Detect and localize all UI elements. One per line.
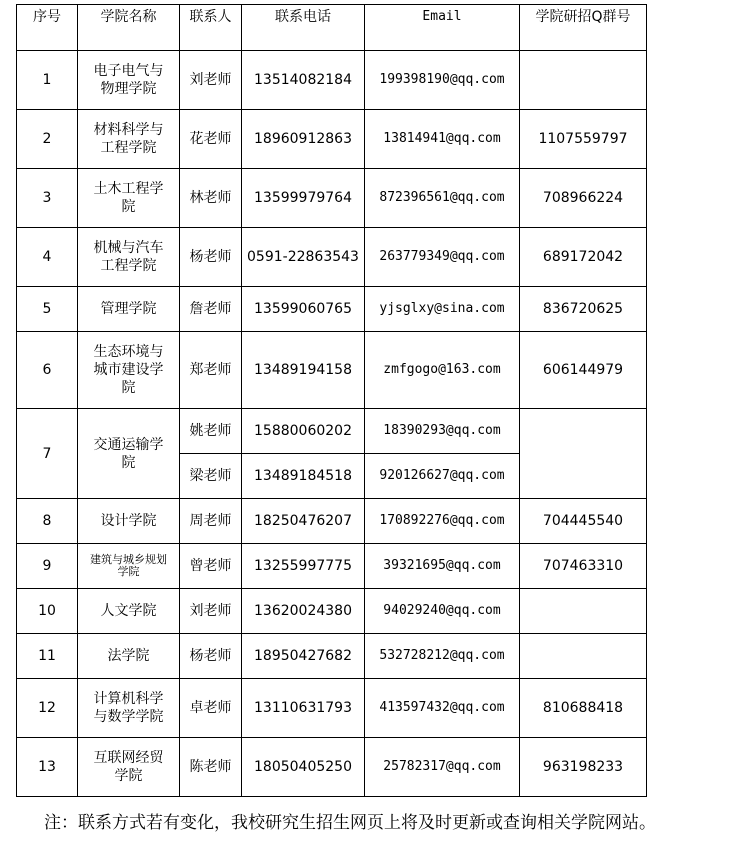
- row-number: 5: [17, 287, 78, 332]
- footnote: 注：联系方式若有变化，我校研究生招生网页上将及时更新或查询相关学院网站。: [44, 813, 656, 833]
- contact-person: 詹老师: [180, 287, 242, 332]
- email-address: 39321695@qq.com: [365, 544, 520, 589]
- college-name: [78, 51, 180, 110]
- college-name: [78, 499, 180, 544]
- college-name-line: 法学院: [107, 648, 150, 664]
- college-name-line: 院: [121, 454, 136, 471]
- header-college: 学院名称: [78, 5, 180, 51]
- email-address: yjsglxy@sina.com: [365, 287, 520, 332]
- college-name-line: 工程学院: [100, 140, 157, 156]
- contact-person: 杨老师: [180, 228, 242, 287]
- college-name-line: 城市建设学: [93, 362, 164, 378]
- phone-number: 13620024380: [242, 589, 365, 634]
- college-name-line: 院: [121, 380, 136, 396]
- header-phone: 联系电话: [242, 5, 365, 51]
- college-name: [78, 409, 180, 499]
- qq-group: [520, 634, 647, 679]
- contact-person: 周老师: [180, 499, 242, 544]
- contact-person: 陈老师: [180, 738, 242, 797]
- email-address: 13814941@qq.com: [365, 110, 520, 169]
- college-name-line: 电子电气与: [93, 63, 164, 79]
- qq-group: 836720625: [520, 287, 647, 332]
- email-address: zmfgogo@163.com: [365, 332, 520, 409]
- email-address: 532728212@qq.com: [365, 634, 520, 679]
- college-name-line: 管理学院: [100, 301, 157, 317]
- phone-number: 18960912863: [242, 110, 365, 169]
- table-row: [17, 738, 647, 797]
- college-name: [78, 738, 180, 797]
- college-name-line: 机械与汽车: [93, 240, 164, 256]
- email-address: 25782317@qq.com: [365, 738, 520, 797]
- phone-number: 13489194158: [242, 332, 365, 409]
- qq-group: 810688418: [520, 679, 647, 738]
- phone-number: 18050405250: [242, 738, 365, 797]
- qq-group: 963198233: [520, 738, 647, 797]
- table-row: [17, 332, 647, 409]
- qq-group: [520, 409, 647, 499]
- row-number: 9: [17, 544, 78, 589]
- header-row: [17, 5, 647, 51]
- college-name-line: 材料科学与: [93, 122, 164, 138]
- row-number: 2: [17, 110, 78, 169]
- email-address: 18390293@qq.com: [365, 409, 520, 454]
- row-number: 7: [17, 409, 78, 499]
- college-name: [78, 110, 180, 169]
- header-no: 序号: [17, 5, 78, 51]
- email-address: 872396561@qq.com: [365, 169, 520, 228]
- phone-number: 13489184518: [242, 454, 365, 499]
- college-name-line: 土木工程学: [93, 181, 164, 197]
- table-row: [17, 634, 647, 679]
- qq-group: 707463310: [520, 544, 647, 589]
- row-number: 8: [17, 499, 78, 544]
- row-number: 1: [17, 51, 78, 110]
- table-row: [17, 544, 647, 589]
- contact-person: 卓老师: [180, 679, 242, 738]
- phone-number: 18250476207: [242, 499, 365, 544]
- college-name-line: 学院: [117, 565, 140, 578]
- contact-table: [16, 4, 647, 797]
- contact-person: 姚老师: [180, 409, 242, 454]
- header-qq: 学院研招Q群号: [520, 5, 647, 51]
- table-row: [17, 287, 647, 332]
- college-name-line: 建筑与城乡规划: [90, 553, 167, 566]
- email-address: 920126627@qq.com: [365, 454, 520, 499]
- college-name: [78, 287, 180, 332]
- college-name-line: 人文学院: [100, 603, 157, 619]
- contact-person: 杨老师: [180, 634, 242, 679]
- college-name: [78, 589, 180, 634]
- email-address: 199398190@qq.com: [365, 51, 520, 110]
- row-number: 13: [17, 738, 78, 797]
- qq-group: 708966224: [520, 169, 647, 228]
- phone-number: 13255997775: [242, 544, 365, 589]
- college-name-line: 与数学学院: [93, 709, 164, 725]
- college-name-line: 设计学院: [100, 513, 157, 529]
- college-name: [78, 544, 180, 589]
- phone-number: 13599979764: [242, 169, 365, 228]
- qq-group: [520, 589, 647, 634]
- college-name-line: 生态环境与: [93, 344, 164, 360]
- table-row: [17, 589, 647, 634]
- contact-person: 郑老师: [180, 332, 242, 409]
- college-name-line: 交通运输学: [93, 436, 164, 453]
- table-row: [17, 409, 647, 454]
- table-row: [17, 228, 647, 287]
- header-contact: 联系人: [180, 5, 242, 51]
- row-number: 10: [17, 589, 78, 634]
- phone-number: 0591-22863543: [242, 228, 365, 287]
- phone-number: 18950427682: [242, 634, 365, 679]
- college-name-line: 学院: [114, 768, 143, 784]
- qq-group: 689172042: [520, 228, 647, 287]
- phone-number: 13514082184: [242, 51, 365, 110]
- contact-person: 刘老师: [180, 51, 242, 110]
- contact-person: 曾老师: [180, 544, 242, 589]
- header-email: Email: [365, 5, 520, 51]
- email-address: 94029240@qq.com: [365, 589, 520, 634]
- college-name-line: 院: [121, 199, 136, 215]
- college-name: [78, 634, 180, 679]
- row-number: 6: [17, 332, 78, 409]
- contact-person: 刘老师: [180, 589, 242, 634]
- table-row: [17, 499, 647, 544]
- college-name: [78, 228, 180, 287]
- table-row: [17, 679, 647, 738]
- college-name-line: 物理学院: [100, 81, 157, 97]
- row-number: 4: [17, 228, 78, 287]
- table-body: [17, 51, 647, 797]
- email-address: 413597432@qq.com: [365, 679, 520, 738]
- phone-number: 13110631793: [242, 679, 365, 738]
- college-name: [78, 169, 180, 228]
- row-number: 11: [17, 634, 78, 679]
- table-row: [17, 110, 647, 169]
- email-address: 170892276@qq.com: [365, 499, 520, 544]
- college-name-line: 互联网经贸: [93, 750, 164, 766]
- row-number: 12: [17, 679, 78, 738]
- contact-person: 花老师: [180, 110, 242, 169]
- college-name: [78, 332, 180, 409]
- row-number: 3: [17, 169, 78, 228]
- college-name-line: 工程学院: [100, 258, 157, 274]
- phone-number: 13599060765: [242, 287, 365, 332]
- phone-number: 15880060202: [242, 409, 365, 454]
- qq-group: [520, 51, 647, 110]
- qq-group: 1107559797: [520, 110, 647, 169]
- email-address: 263779349@qq.com: [365, 228, 520, 287]
- qq-group: 704445540: [520, 499, 647, 544]
- table-row: [17, 169, 647, 228]
- college-name-line: 计算机科学: [93, 691, 164, 707]
- college-name: [78, 679, 180, 738]
- contact-person: 林老师: [180, 169, 242, 228]
- contact-person: 梁老师: [180, 454, 242, 499]
- qq-group: 606144979: [520, 332, 647, 409]
- table-row: [17, 51, 647, 110]
